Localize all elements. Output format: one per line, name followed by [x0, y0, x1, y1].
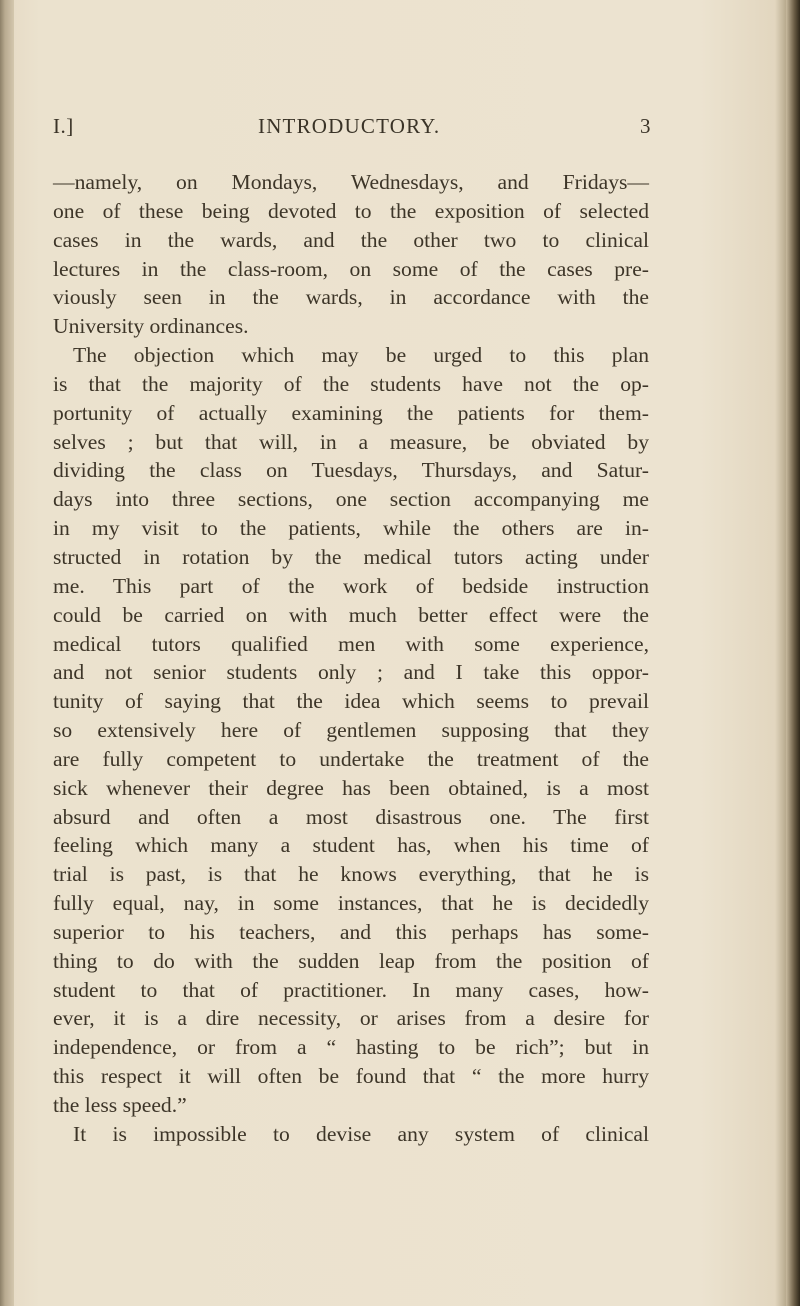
- text-line: The objection which may be urged to this plan: [73, 343, 649, 368]
- text-line: medical tutors qualified men with some experience,: [53, 631, 649, 656]
- text-line: absurd and often a most disastrous one. The first: [53, 804, 649, 829]
- binding-gutter: [0, 0, 14, 1306]
- text-line: It is impossible to devise any system of clinical: [73, 1121, 649, 1146]
- text-line: me. This part of the work of bedside instruction: [53, 573, 649, 598]
- text-line: are fully competent to undertake the treatment of the: [53, 746, 649, 771]
- text-line: portunity of actually examining the patients for them-: [53, 400, 649, 425]
- text-line: University ordinances.: [53, 314, 249, 339]
- text-line: so extensively here of gentlemen supposing that they: [53, 718, 649, 743]
- body-text: [53, 168, 649, 1149]
- text-line: student to that of practitioner. In many cases, how-: [53, 977, 649, 1002]
- text-line: superior to his teachers, and this perhaps has some-: [53, 919, 649, 944]
- page-number: 3: [640, 114, 651, 138]
- text-line: feeling which many a student has, when his time of: [53, 833, 649, 858]
- text-line: structed in rotation by the medical tutors acting under: [53, 544, 649, 569]
- text-line: tunity of saying that the idea which seems to prevail: [53, 689, 649, 714]
- text-line: thing to do with the sudden leap from the position of: [53, 948, 649, 973]
- text-line: this respect it will often be found that “ the more hurry: [53, 1064, 649, 1089]
- text-line: dividing the class on Tuesdays, Thursdays, and Satur-: [53, 458, 649, 483]
- text-line: selves ; but that will, in a measure, be obviated by: [53, 429, 649, 454]
- page-edge: [786, 0, 800, 1306]
- text-line: independence, or from a “ hasting to be rich”; but in: [53, 1035, 649, 1060]
- text-line: trial is past, is that he knows everything, that he is: [53, 862, 649, 887]
- text-line: the less speed.”: [53, 1093, 187, 1117]
- text-line: ever, it is a dire necessity, or arises from a desire for: [53, 1006, 649, 1031]
- text-line: could be carried on with much better effect were the: [53, 602, 649, 627]
- text-line: and not senior students only ; and I take this oppor-: [53, 660, 649, 685]
- text-line: cases in the wards, and the other two to clinical: [53, 227, 649, 252]
- page-title: INTRODUCTORY.: [258, 114, 441, 138]
- text-line: sick whenever their degree has been obtained, is a most: [53, 775, 649, 800]
- text-line: viously seen in the wards, in accordance with the: [53, 285, 649, 310]
- section-marker: I.]: [53, 114, 74, 138]
- text-line: in my visit to the patients, while the others are in-: [53, 516, 649, 541]
- text-line: fully equal, nay, in some instances, that he is decidedly: [53, 891, 649, 916]
- text-line: days into three sections, one section accompanying me: [53, 487, 649, 512]
- text-line: one of these being devoted to the exposition of selected: [53, 198, 649, 223]
- text-line: —namely, on Mondays, Wednesdays, and Fridays—: [53, 170, 649, 194]
- text-line: is that the majority of the students have not the op-: [53, 371, 649, 396]
- text-line: lectures in the class-room, on some of the cases pre-: [53, 256, 649, 281]
- running-head: [53, 114, 651, 144]
